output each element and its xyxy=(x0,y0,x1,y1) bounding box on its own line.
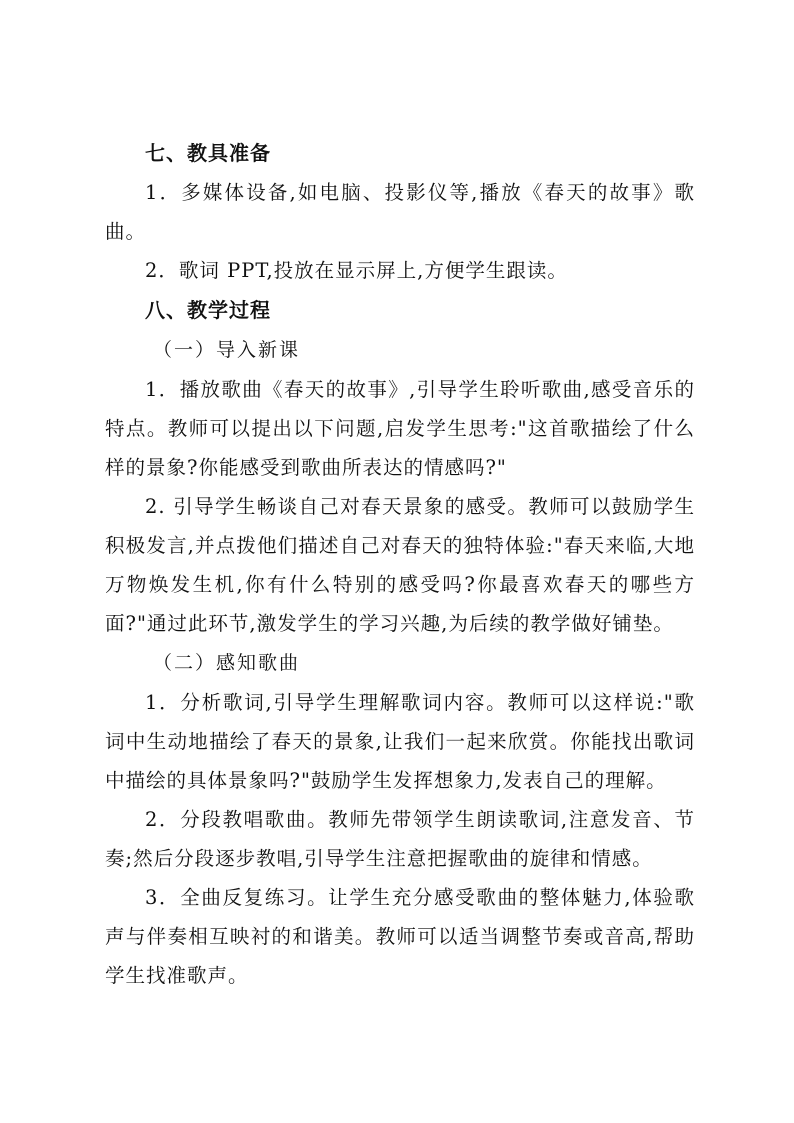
song-perception-item-1: 1．分析歌词,引导学生理解歌词内容。教师可以这样说:"歌词中生动地描绘了春天的景象,让我们一起来欣赏。你能找出歌词中描绘的具体景象吗?"鼓励学生发挥想象力,发表自己的理解。 xyxy=(105,691,695,792)
subsection-heading-song-perception: （二）感知歌曲 xyxy=(153,652,301,674)
section-heading-teaching-process: 八、教学过程 xyxy=(145,298,271,322)
subsection-heading-introduction: （一）导入新课 xyxy=(153,339,301,361)
section-heading-teaching-aids: 七、教具准备 xyxy=(145,141,271,165)
teaching-aids-item-1: 1．多媒体设备,如电脑、投影仪等,播放《春天的故事》歌曲。 xyxy=(105,181,695,243)
song-perception-item-2: 2．分段教唱歌曲。教师先带领学生朗读歌词,注意发音、节奏;然后分段逐步教唱,引导学生注意把握歌曲的旋律和情感。 xyxy=(105,808,695,870)
document-content xyxy=(105,133,695,995)
introduction-item-1: 1．播放歌曲《春天的故事》,引导学生聆听歌曲,感受音乐的特点。教师可以提出以下问题,启发学生思考:"这首歌描绘了什么样的景象?你能感受到歌曲所表达的情感吗?" xyxy=(105,378,695,479)
song-perception-item-3: 3．全曲反复练习。让学生充分感受歌曲的整体魅力,体验歌声与伴奏相互映衬的和谐美。教师可以适当调整节奏或音高,帮助学生找准歌声。 xyxy=(105,886,695,987)
teaching-aids-item-2: 2．歌词 PPT,投放在显示屏上,方便学生跟读。 xyxy=(145,259,568,282)
introduction-item-2: 2. 引导学生畅谈自己对春天景象的感受。教师可以鼓励学生积极发言,并点拨他们描述自己对春天的独特体验:"春天来临,大地万物焕发生机,你有什么特别的感受吗?你最喜欢春天的哪些方面?"通过此环节,激发学生的学习兴趣,为后续的教学做好铺垫。 xyxy=(105,495,695,635)
